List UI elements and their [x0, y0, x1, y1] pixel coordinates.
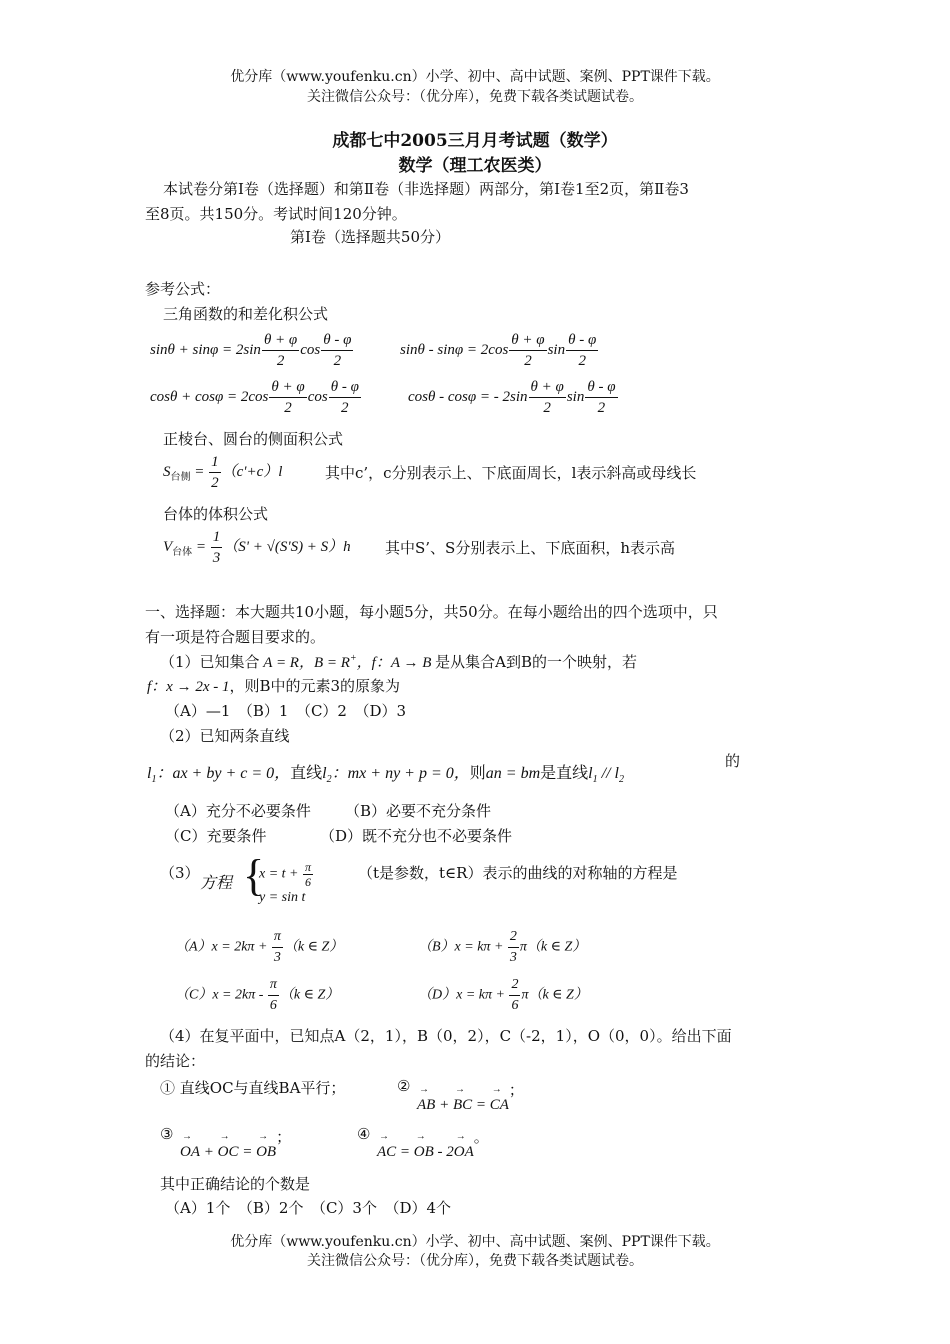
formula-sin-diff: sinθ - sinφ = 2cos $\frac{\theta + \varphi}{2}$ sin $\frac{\theta - \varphi}{2}$	[400, 332, 597, 369]
frustum-area-note: 其中c’，c分别表示上、下底面周长，l表示斜高或母线长	[325, 464, 697, 482]
q3-option-b: （B）x = kπ + $\frac{2}{3}$ π（k ∈ Z）	[418, 929, 587, 965]
header-line-1: 优分库（www.youfenku.cn）小学、初中、高中试题、案例、PPT课件下载。	[230, 69, 720, 85]
trig-formula-title: 三角函数的和差化积公式	[163, 305, 329, 323]
volume-note: 其中S’、S分别表示上、下底面积，h表示高	[385, 539, 675, 557]
q3-option-a: （A）x = 2kπ + $\frac{\pi}{3}$ （k ∈ Z）	[175, 929, 344, 965]
part1-heading: 第Ⅰ卷（选择题共50分）	[290, 228, 451, 246]
q4-item-4-num: ④	[357, 1125, 371, 1143]
frustum-area-title: 正棱台、圆台的侧面积公式	[163, 430, 344, 448]
intro-line-2: 至8页。共150分。考试时间120分钟。	[145, 205, 407, 223]
q2-condition: $l_1$：ax + by + c = 0，直线$l_2$：mx + ny + p = 0，则an = bm是直线$l_1 // l_2$	[147, 765, 624, 786]
q4-question: 其中正确结论的个数是	[160, 1175, 311, 1193]
footer-line-2: 关注微信公众号：（优分库），免费下载各类试题试卷。	[307, 1253, 643, 1269]
q2-stem: （2）已知两条直线	[160, 727, 290, 745]
q1-stem-b: 是从集合A到B的一个映射，若	[435, 653, 638, 671]
intro-line-1: 本试卷分第Ⅰ卷（选择题）和第Ⅱ卷（非选择题）两部分，第Ⅰ卷1至2页，第Ⅱ卷3	[163, 180, 689, 198]
q1-stem-c: ，则B中的元素3的原象为	[229, 677, 401, 695]
q1-stem: （1）已知集合 A = R，B = R+，f：A → B 是从集合A到B的一个映射，若	[160, 653, 638, 671]
formulas-heading: 参考公式：	[145, 280, 221, 298]
q1-mapping: f：x → 2x - 1，则B中的元素3的原象为	[147, 677, 401, 695]
q4-item-3-eq: → OA + → OC = → OB；	[180, 1140, 291, 1161]
formula-cos-sum: cosθ + cosφ = 2cos $\frac{\theta + \varphi}{2}$ cos $\frac{\theta - \varphi}{2}$	[150, 379, 359, 416]
frustum-area-formula: $S_{台侧}$ = $\frac{1}{2}$ （c'+c）l	[163, 454, 283, 491]
q4-item-2-num: ②	[397, 1077, 411, 1095]
formula-sin-sum: sinθ + sinφ = 2sin $\frac{\theta + \varphi}{2}$ cos $\frac{\theta - \varphi}{2}$	[150, 332, 352, 369]
q2-option-c: （C）充要条件	[165, 827, 267, 845]
q4-item-2-eq: → AB + → BC = → CA；	[417, 1093, 524, 1114]
q1-options: （A）—1 （B）1 （C）2 （D）3	[165, 702, 407, 720]
formula-cos-diff: cosθ - cosφ = - 2sin $\frac{\theta + \varphi}{2}$ sin $\frac{\theta - \varphi}{2}$	[408, 379, 616, 416]
footer-line-1: 优分库（www.youfenku.cn）小学、初中、高中试题、案例、PPT课件下载。	[230, 1234, 720, 1250]
volume-formula: $V_{台体}$ = $\frac{1}{3}$ （S' + √(S'S) + S）h	[163, 529, 351, 566]
q2-option-b: （B）必要不充分条件	[345, 802, 492, 820]
exam-title: 成都七中2005三月月考试题（数学）	[332, 131, 618, 151]
section1-line-1: 一、选择题：本大题共10小题，每小题5分，共50分。在每小题给出的四个选项中，只	[145, 603, 718, 621]
q4-item-4-eq: → AC = → OB - 2→ OA。	[377, 1140, 489, 1161]
q3-word: 方程	[200, 873, 233, 892]
section1-line-2: 有一项是符合题目要求的。	[145, 628, 326, 646]
q4-options: （A）1个 （B）2个 （C）3个 （D）4个	[165, 1199, 452, 1217]
q2-tail: 的	[725, 752, 741, 770]
q3-option-d: （D）x = kπ + $\frac{2}{6}$ π（k ∈ Z）	[418, 977, 588, 1013]
q2-option-a: （A）充分不必要条件	[165, 802, 311, 820]
q2-option-d: （D）既不充分也不必要条件	[320, 827, 513, 845]
q3-number: （3）	[160, 864, 200, 882]
q4-line-1: （4）在复平面中，已知点A（2，1），B（0，2），C（-2，1），O（0，0）。给出下面	[160, 1027, 732, 1045]
q4-item-1: ① 直线OC与直线BA平行；	[160, 1079, 346, 1097]
q1-stem-a: （1）已知集合	[160, 653, 260, 671]
q3-option-c: （C）x = 2kπ - $\frac{\pi}{6}$ （k ∈ Z）	[175, 977, 340, 1013]
header-line-2: 关注微信公众号：（优分库），免费下载各类试题试卷。	[307, 89, 643, 105]
volume-title: 台体的体积公式	[163, 505, 269, 523]
q4-item-3-num: ③	[160, 1125, 174, 1143]
q3-tail: （t是参数，t∈R）表示的曲线的对称轴的方程是	[358, 864, 678, 882]
exam-subtitle: 数学（理工农医类）	[398, 156, 552, 176]
q4-line-2: 的结论：	[145, 1052, 206, 1070]
